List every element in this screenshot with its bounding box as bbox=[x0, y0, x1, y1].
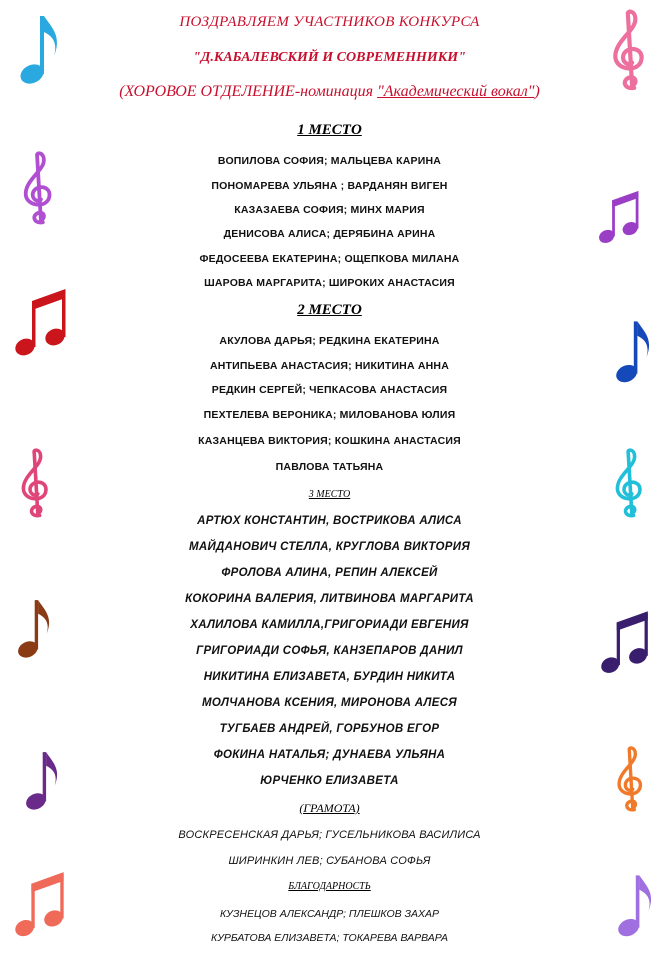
list-item: КУЗНЕЦОВ АЛЕКСАНДР; ПЛЕШКОВ ЗАХАР bbox=[219, 908, 440, 920]
list-item: АНТИПЬЕВА АНАСТАСИЯ; НИКИТИНА АННА bbox=[209, 360, 449, 372]
list-item: ШИРИНКИН ЛЕВ; СУБАНОВА СОФЬЯ bbox=[228, 855, 431, 867]
list-item: ФОКИНА НАТАЛЬЯ; ДУНАЕВА УЛЬЯНА bbox=[213, 749, 446, 761]
list-item: МАЙДАНОВИЧ СТЕЛЛА, КРУГЛОВА ВИКТОРИЯ bbox=[188, 541, 471, 553]
section-title-place2: 2 МЕСТО bbox=[297, 302, 362, 318]
section-title-thanks: БЛАГОДАРНОСТЬ bbox=[288, 881, 371, 892]
section-title-place3: 3 МЕСТО bbox=[308, 489, 351, 500]
header-department-prefix: (ХОРОВОЕ ОТДЕЛЕНИЕ-номинация bbox=[119, 83, 378, 100]
eighth-note-icon bbox=[24, 740, 58, 822]
header-contest-name: "Д.КАБАЛЕВСКИЙ И СОВРЕМЕННИКИ" bbox=[193, 50, 466, 65]
list-item: ФЕДОСЕЕВА ЕКАТЕРИНА; ОЩЕПКОВА МИЛАНА bbox=[199, 253, 460, 265]
treble-clef-icon bbox=[608, 8, 652, 92]
beamed-notes-icon bbox=[598, 175, 642, 257]
list-item: КОКОРИНА ВАЛЕРИЯ, ЛИТВИНОВА МАРГАРИТА bbox=[185, 593, 474, 605]
beamed-notes-icon bbox=[600, 600, 652, 682]
treble-clef-icon bbox=[18, 442, 54, 524]
list-item: АКУЛОВА ДАРЬЯ; РЕДКИНА ЕКАТЕРИНА bbox=[219, 335, 440, 347]
header-department-suffix: ) bbox=[534, 83, 540, 100]
eighth-note-icon bbox=[614, 312, 650, 392]
list-item: ВОСКРЕСЕНСКАЯ ДАРЬЯ; ГУСЕЛЬНИКОВА ВАСИЛИСА bbox=[178, 829, 481, 841]
list-item: МОЛЧАНОВА КСЕНИЯ, МИРОНОВА АЛЕСЯ bbox=[202, 697, 457, 709]
list-item: АРТЮХ КОНСТАНТИН, ВОСТРИКОВА АЛИСА bbox=[197, 515, 462, 527]
eighth-note-icon bbox=[18, 8, 58, 92]
list-item: ВОПИЛОВА СОФИЯ; МАЛЬЦЕВА КАРИНА bbox=[217, 155, 442, 167]
header-line-1: ПОЗДРАВЛЯЕМ УЧАСТНИКОВ КОНКУРСА bbox=[179, 14, 480, 30]
list-item: ДЕНИСОВА АЛИСА; ДЕРЯБИНА АРИНА bbox=[223, 228, 436, 240]
list-item: КУРБАТОВА ЕЛИЗАВЕТА; ТОКАРЕВА ВАРВАРА bbox=[211, 932, 448, 944]
eighth-note-icon bbox=[16, 588, 50, 670]
section-title-gramota: (ГРАМОТА) bbox=[299, 801, 360, 815]
list-item: КАЗАНЦЕВА ВИКТОРИЯ; КОШКИНА АНАСТАСИЯ bbox=[198, 435, 461, 447]
list-item: НИКИТИНА ЕЛИЗАВЕТА, БУРДИН НИКИТА bbox=[203, 671, 456, 683]
list-item: ХАЛИЛОВА КАМИЛЛА,ГРИГОРИАДИ ЕВГЕНИЯ bbox=[190, 619, 469, 631]
list-item: ГРИГОРИАДИ СОФЬЯ, КАНЗЕПАРОВ ДАНИЛ bbox=[196, 645, 463, 657]
list-item: КАЗАЗАЕВА СОФИЯ; МИНХ МАРИЯ bbox=[234, 204, 425, 216]
section-title-place1: 1 МЕСТО bbox=[297, 122, 362, 138]
beamed-notes-icon bbox=[14, 862, 68, 944]
list-item: ШАРОВА МАРГАРИТА; ШИРОКИХ АНАСТАСИЯ bbox=[204, 277, 455, 289]
list-item: ФРОЛОВА АЛИНА, РЕПИН АЛЕКСЕЙ bbox=[221, 567, 438, 579]
treble-clef-icon bbox=[20, 148, 58, 228]
treble-clef-icon bbox=[612, 442, 648, 524]
beamed-notes-icon bbox=[14, 280, 70, 362]
list-item: ПАВЛОВА ТАТЬЯНА bbox=[275, 461, 384, 473]
header-department bbox=[0, 83, 659, 101]
list-item: ЮРЧЕНКО ЕЛИЗАВЕТА bbox=[260, 775, 399, 787]
list-item: ТУГБАЕВ АНДРЕЙ, ГОРБУНОВ ЕГОР bbox=[219, 723, 440, 735]
eighth-note-icon bbox=[616, 866, 652, 946]
list-item: ПЕХТЕЛЕВА ВЕРОНИКА; МИЛОВАНОВА ЮЛИЯ bbox=[203, 409, 456, 421]
header-nomination: "Академический вокал" bbox=[377, 83, 535, 100]
list-item: ПОНОМАРЕВА УЛЬЯНА ; ВАРДАНЯН ВИГЕН bbox=[211, 180, 448, 192]
list-item: РЕДКИН СЕРГЕЙ; ЧЕПКАСОВА АНАСТАСИЯ bbox=[211, 384, 448, 396]
treble-clef-icon bbox=[614, 738, 648, 820]
